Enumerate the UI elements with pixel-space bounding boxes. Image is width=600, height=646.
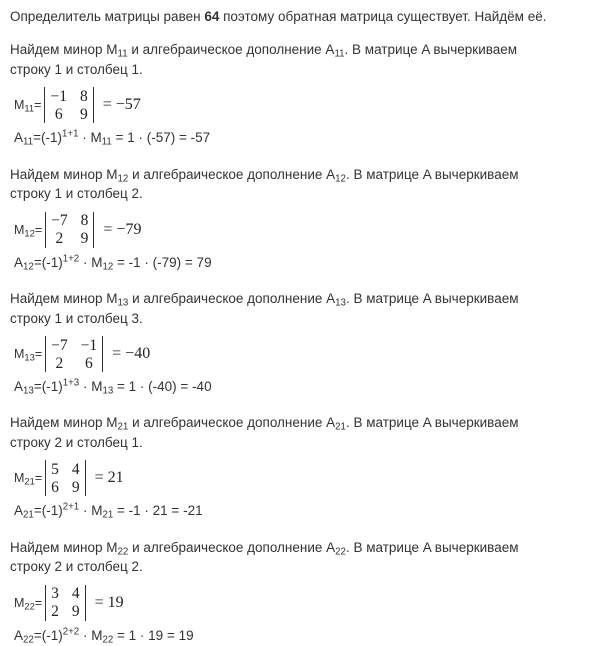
intro-text-after: поэтому обратная матрица существует. Найдём её. bbox=[219, 9, 547, 24]
matrix-cell: −7 bbox=[51, 336, 68, 354]
left-bar bbox=[45, 585, 46, 621]
matrix-cell: 5 bbox=[51, 460, 59, 478]
matrix-cell: 4 bbox=[71, 460, 80, 478]
matrix-cell: 6 bbox=[51, 478, 59, 496]
desc-sub-minor: 22 bbox=[117, 546, 129, 558]
minor-formula-11 bbox=[14, 85, 590, 125]
desc-text-b: и алгебраическое дополнение A bbox=[128, 415, 336, 431]
desc-line-2: строку 1 и столбец 2. bbox=[10, 186, 143, 202]
desc-line-2: строку 2 и столбец 2. bbox=[10, 559, 143, 575]
matrix-cell: −1 bbox=[80, 336, 98, 354]
minor-label-11: $M_{11}=$ bbox=[14, 98, 42, 114]
left-bar bbox=[45, 336, 46, 372]
determinant-bars-21 bbox=[43, 460, 88, 496]
desc-sub-cofactor: 21 bbox=[335, 422, 346, 434]
matrix-cell: 2 bbox=[55, 230, 64, 248]
desc-line-2: строку 2 и столбец 1. bbox=[10, 434, 143, 450]
matrix-grid-22 bbox=[48, 585, 83, 621]
desc-text-c: . В матрице A вычеркиваем bbox=[345, 166, 519, 182]
right-bar bbox=[102, 336, 103, 372]
desc-sub-minor: 21 bbox=[117, 422, 129, 434]
minor-formula-21 bbox=[14, 458, 590, 498]
right-bar bbox=[93, 87, 94, 123]
determinant-bars-13 bbox=[43, 336, 105, 372]
desc-sub-minor: 12 bbox=[117, 173, 129, 185]
desc-text-b: и алгебраическое дополнение A bbox=[127, 42, 335, 58]
minor-value-21: = 21 bbox=[94, 469, 124, 487]
matrix-grid-13 bbox=[48, 336, 100, 372]
desc-text-b: и алгебраическое дополнение A bbox=[128, 166, 336, 182]
matrix-cell: 2 bbox=[55, 354, 64, 372]
desc-text-a: Найдем минор M bbox=[10, 166, 118, 182]
cofactor-line-12: $A_{12}=(-1)^{1+2} \cdot M_{12} = -1 \cdot (-79) = 79$ bbox=[14, 253, 212, 273]
left-bar bbox=[45, 212, 46, 248]
minor-label-12: $M_{12}=$ bbox=[14, 222, 43, 239]
left-bar bbox=[44, 87, 45, 123]
matrix-cell: 8 bbox=[80, 212, 89, 230]
minor-description-22 bbox=[10, 538, 590, 577]
matrix-cell: 6 bbox=[85, 354, 93, 372]
minor-formula-12 bbox=[14, 210, 590, 250]
matrix-cell: 9 bbox=[79, 105, 88, 123]
cofactor-line-11: $A_{11}=(-1)^{1+1} \cdot M_{11} = 1 \cdot (-57) = -57$ bbox=[14, 129, 211, 149]
minor-value-13: = −40 bbox=[112, 345, 151, 363]
minor-label-21: $M_{21}=$ bbox=[14, 471, 43, 488]
desc-text-a: Найдем минор M bbox=[10, 415, 118, 431]
matrix-cell: 4 bbox=[71, 585, 80, 603]
left-bar bbox=[45, 460, 46, 496]
desc-text-b: и алгебраическое дополнение A bbox=[128, 539, 336, 555]
minor-block-13 bbox=[10, 289, 590, 397]
right-bar bbox=[85, 460, 86, 496]
desc-sub-cofactor: 12 bbox=[335, 173, 346, 185]
matrix-cell: 3 bbox=[51, 585, 59, 603]
minor-label-13: $M_{13}=$ bbox=[14, 347, 43, 363]
minor-block-21 bbox=[10, 413, 590, 521]
matrix-cell: 9 bbox=[80, 230, 89, 248]
matrix-grid-11 bbox=[47, 87, 90, 123]
intro-paragraph bbox=[10, 8, 590, 26]
desc-text-b: и алгебраическое дополнение A bbox=[128, 290, 336, 306]
minor-description-11 bbox=[10, 40, 590, 79]
determinant-bars-12 bbox=[43, 212, 96, 248]
desc-text-a: Найдем минор M bbox=[10, 42, 118, 58]
desc-sub-minor: 11 bbox=[117, 48, 128, 60]
minor-description-13 bbox=[10, 289, 590, 328]
matrix-grid-12 bbox=[48, 212, 91, 248]
desc-text-c: . В матрице A вычеркиваем bbox=[345, 415, 519, 431]
matrix-cell: 9 bbox=[71, 478, 80, 496]
matrix-cell: −1 bbox=[50, 87, 67, 105]
desc-sub-cofactor: 22 bbox=[335, 546, 346, 558]
minor-formula-22 bbox=[14, 583, 590, 623]
minor-formula-13 bbox=[14, 334, 590, 374]
cofactor-line-22: $A_{22}=(-1)^{2+2} \cdot M_{22} = 1 \cdot 19 = 19$ bbox=[14, 626, 194, 646]
desc-sub-cofactor: 13 bbox=[335, 297, 346, 309]
desc-text-c: . В матрице A вычеркиваем bbox=[345, 539, 519, 555]
determinant-bars-11 bbox=[42, 87, 95, 123]
minor-block-11 bbox=[10, 40, 590, 148]
matrix-grid-21 bbox=[48, 460, 83, 496]
right-bar bbox=[85, 585, 86, 621]
minor-description-12 bbox=[10, 165, 590, 204]
desc-line-2: строку 1 и столбец 1. bbox=[10, 61, 143, 77]
cofactor-line-21: $A_{21}=(-1)^{2+1} \cdot M_{21} = -1 \cdot 21 = -21$ bbox=[14, 502, 203, 522]
determinant-bars-22 bbox=[43, 585, 88, 621]
desc-sub-minor: 13 bbox=[117, 297, 129, 309]
matrix-cell: 2 bbox=[51, 603, 59, 621]
minor-value-12: = −79 bbox=[103, 220, 142, 238]
minor-value-22: = 19 bbox=[94, 593, 124, 611]
desc-sub-cofactor: 11 bbox=[334, 48, 345, 60]
desc-text-a: Найдем минор M bbox=[10, 290, 118, 306]
minor-value-11: = −57 bbox=[102, 96, 141, 114]
right-bar bbox=[93, 212, 94, 248]
desc-text-c: . В матрице A вычеркиваем bbox=[344, 42, 518, 58]
matrix-cell: 9 bbox=[71, 603, 80, 621]
minor-description-21 bbox=[10, 413, 590, 452]
matrix-cell: 8 bbox=[79, 87, 88, 105]
minor-block-22 bbox=[10, 538, 590, 646]
cofactor-line-13: $A_{13}=(-1)^{1+3} \cdot M_{13} = 1 \cdot (-40) = -40$ bbox=[14, 377, 212, 397]
desc-text-a: Найдем минор M bbox=[10, 539, 118, 555]
minor-label-22: $M_{22}=$ bbox=[14, 595, 43, 612]
matrix-cell: −7 bbox=[51, 212, 68, 230]
determinant-value: 64 bbox=[204, 9, 220, 24]
minor-block-12 bbox=[10, 165, 590, 273]
matrix-cell: 6 bbox=[54, 105, 63, 123]
desc-text-c: . В матрице A вычеркиваем bbox=[345, 290, 519, 306]
intro-text-before: Определитель матрицы равен bbox=[10, 9, 205, 24]
desc-line-2: строку 1 и столбец 3. bbox=[10, 310, 143, 326]
